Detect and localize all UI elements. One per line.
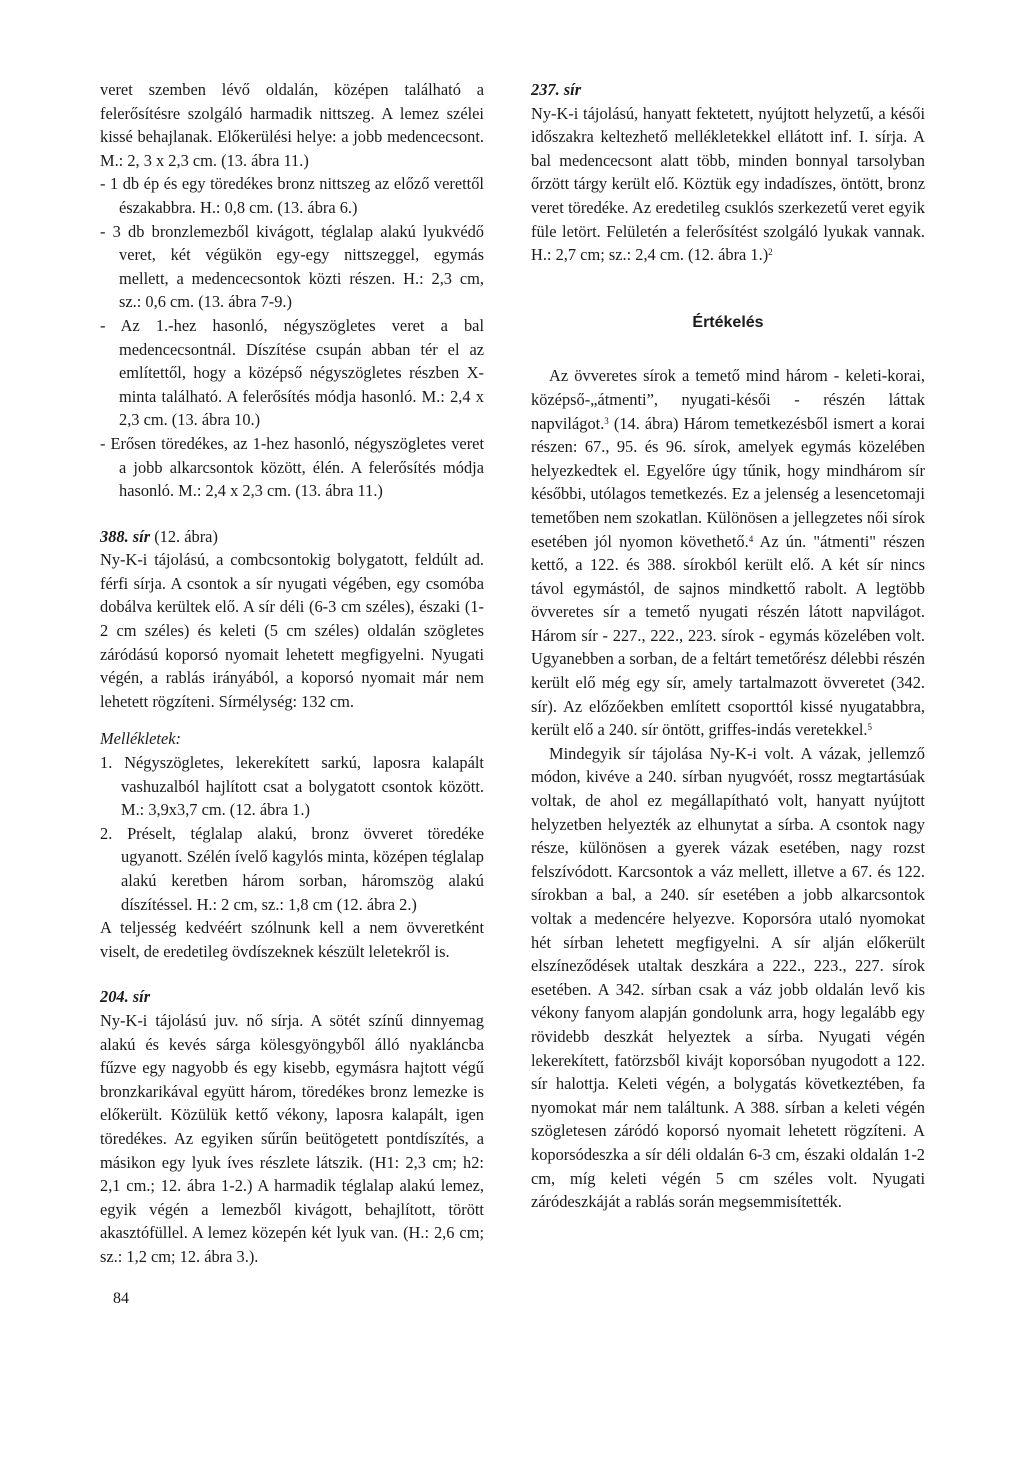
list-item-dash-4: - Erősen töredékes, az 1-hez hasonló, négyszögletes veret a jobb alkarcsontok között, élén. A felerősítés módja hasonló. M.: 2,4 x 2,3 cm. (13. ábra 11.): [100, 433, 484, 501]
list-item-dash-1: - 1 db ép és egy töredékes bronz nittszeg az előző verettől északabbra. H.: 0,8 cm. (13. ábra 6.): [100, 174, 484, 217]
grave-388-figref: (12. ábra): [150, 526, 218, 546]
evaluation-text-c: Az ún. "átmenti" részen kettő, a 122. és 388. sírokból került elő. A két sír nincs távol egymástól, de sajnos mindkettő rabolt. A legtöbb övveretes sír a temető nyugati részén látott napvilágot. Három sír - 227., 222., 223. sírok - egymás közelében volt. Ugyanebben a sorban, de a feltárt temetőrész délebbi részén került elő még egy sír, amely tartalmazott övveretet (342. sír). Az előzőekben említett csoporttól kissé nyugatabbra, került elő a 240. sír öntött, griffes-indás veretekkel.: [531, 531, 926, 740]
attachment-item-1: 1. Négyszögletes, lekerekített sarkú, laposra kalapált vashuzalból hajlított csat a bolygatott csontok között. M.: 3,9x3,7 cm. (12. ábra 1.): [100, 753, 484, 820]
paragraph-continuation: veret szemben lévő oldalán, középen található a felerősítésre szolgáló harmadik nittszeg. A lemez szélei kissé behajlanak. Előkerülési helye: a jobb medencecsont. M.: 2, 3 x 2,3 cm. (13. ábra 11.): [100, 80, 484, 170]
footnote-ref-4: 4: [748, 533, 754, 544]
footnote-ref-5: 5: [867, 722, 873, 733]
evaluation-text-a: Az övveretes sírok a temető mind három - keleti-korai, középső-„átmenti”, nyugati-késői - részén láttak napvilágot.: [531, 366, 925, 433]
list-item-dash-2: - 3 db bronzlemezből kivágott, téglalap alakú lyukvédő veret, két végükön egy-egy nittszeggel, egymás mellett, a medencecsontok közti részen. H.: 2,3 cm, sz.: 0,6 cm. (13. ábra 7-9.): [100, 221, 484, 312]
grave-237-heading: 237. sír: [531, 80, 582, 99]
grave-237-text: Ny-K-i tájolású, hanyatt fektetett, nyújtott helyzetű, a késői időszakra keltezhető mellékletekkel ellátott inf. I. sírja. A bal medencecsont alatt több, minden bonnyal tarsolyban őrzött tárgy került elő. Köztük egy indadíszes, öntött, bronz veret töredéke. Az eredetileg csuklós szerkezetű veret egyik füle letört. Felületén a felerősítést szolgáló lyukak vannak. H.: 2,7 cm; sz.: 2,4 cm. (12. ábra 1.): [531, 103, 925, 265]
list-item-dash-3: - Az 1.-hez hasonló, négyszögletes veret a bal medencecsontnál. Díszítése csupán abban tér el az említettől, hogy a középső négyszögletes részben X-minta található. A felerősítés módja hasonló. M.: 2,4 x 2,3 cm. (13. ábra 10.): [100, 315, 484, 430]
evaluation-paragraph-2: Mindegyik sír tájolása Ny-K-i volt. A vázak, jellemző módon, kivéve a 240. sírban nyugvóét, rossz megtartásúak voltak, de ahol ez megállapítható volt, hanyatt nyújtott helyzetben helyezték az elhunytat a sírba. A csontok nagy része, különösen a gyerek vázak esetében, nagy rozst felszívódott. Karcsontok a váz mellett, illetve a 67. és 122. sírokban a bal, a 240. sír esetében a jobb alkarcsontok voltak a medencére helyezve. Koporsóra utaló nyomokat hét sírban lehetett megfigyelni. A sír alján előkerült elszíneződések utaltak deszkára a 222., 223., 227. sírok esetében. A 342. sírban csak a váz jobb oldalán levő kis vékony fanyom alapján gondolunk arra, hogy legalább egy rövidebb deszkát helyeztek a sírba. Nyugati végén lekerekített, fatörzsből kivájt koporsóban nyugodott a 122. sír halottja. Keleti végén, a bolygatás következtében, fa nyomokat már nem találtunk. A 388. sírban a keleti végén szögletesen záródó koporsó nyomait lehetett rögzíteni. A koporsódeszka a sír déli oldalán 6-3 cm, északi oldalán 1-2 cm, míg keleti végén 5 cm széles volt. Nyugati záródeszkáját a rablás során megsemmisítették.: [531, 743, 925, 1212]
grave-204-description: Ny-K-i tájolású juv. nő sírja. A sötét színű dinnyemag alakú és kevés sárga kölesgyöngyből álló nyakláncba fűzve egy nagyobb és egy kisebb, egymásra hajtott végű bronzkarikával együtt három, töredékes bronz lemezke is előkerült. Közülük kettő vékony, laposra kalapált, igen töredékes. Az egyiken sűrűn beütögetett pontdíszítés, a másikon egy lyuk íves részlete látszik. (H1: 2,3 cm; h2: 2,1 cm.; 12. ábra 1-2.) A harmadik téglalap alakú lemez, egyik végén a lemezből kivágott, behajlított, törött akasztófüllel. A lemez közepén két lyuk van. (H.: 2,6 cm; sz.: 1,2 cm; 12. ábra 3.).: [100, 1010, 484, 1266]
footnote-ref-2: 2: [768, 247, 773, 258]
attachments-heading: Mellékletek:: [100, 729, 181, 749]
grave-388-title: 388. sír: [100, 526, 151, 546]
evaluation-text-b: (14. ábra) Három temetkezésből ismert a korai részen: 67., 95. és 96. sírok, amelyek egymás közelében helyezkedtek el. Egyelőre úgy tűnik, hogy mindhárom sír későbbi, utólagos temetkezés. Ez a jelenség a lesencetomaji temetőben nem szokatlan. Különösen a jellegzetes női sírok esetében jól nyomon követhető.: [531, 413, 925, 551]
grave-237-description: [531, 102, 925, 267]
page-number: 84: [113, 1290, 129, 1307]
grave-204-heading: 204. sír: [100, 987, 151, 1007]
grave-388-description: Ny-K-i tájolású, a combcsontokig bolygatott, feldúlt ad. férfi sírja. A csontok a sír nyugati végében, egy csomóba dobálva kerültek elő. A sír déli (6-3 cm széles), északi (1-2 cm széles) és keleti (5 cm széles) oldalán szögletes záródású koporsó nyomait lehetett megfigyelni. Nyugati végén, a rablás irányából, a koporsó nyomait már nem lehetett rögzíteni. Sírmélység: 132 cm.: [100, 550, 484, 711]
evaluation-paragraph-1: [531, 364, 925, 742]
grave-388-heading: [100, 525, 484, 549]
footnote-ref-3: 3: [604, 415, 609, 426]
section-title: Értékelés: [692, 313, 764, 331]
attachment-item-2: 2. Préselt, téglalap alakú, bronz övveret töredéke ugyanott. Szélén ívelő kagylós minta, középen téglalap alakú keretben három sorban, háromszög alakú díszítéssel. H.: 2 cm, sz.: 1,8 cm (12. ábra 2.): [100, 823, 484, 914]
left-column: [100, 78, 484, 1269]
right-column: [531, 78, 925, 1214]
completeness-paragraph: A teljesség kedvéért szólnunk kell a nem övveretként viselt, de eredetileg övdíszeknek készült leletekről is.: [100, 918, 484, 961]
